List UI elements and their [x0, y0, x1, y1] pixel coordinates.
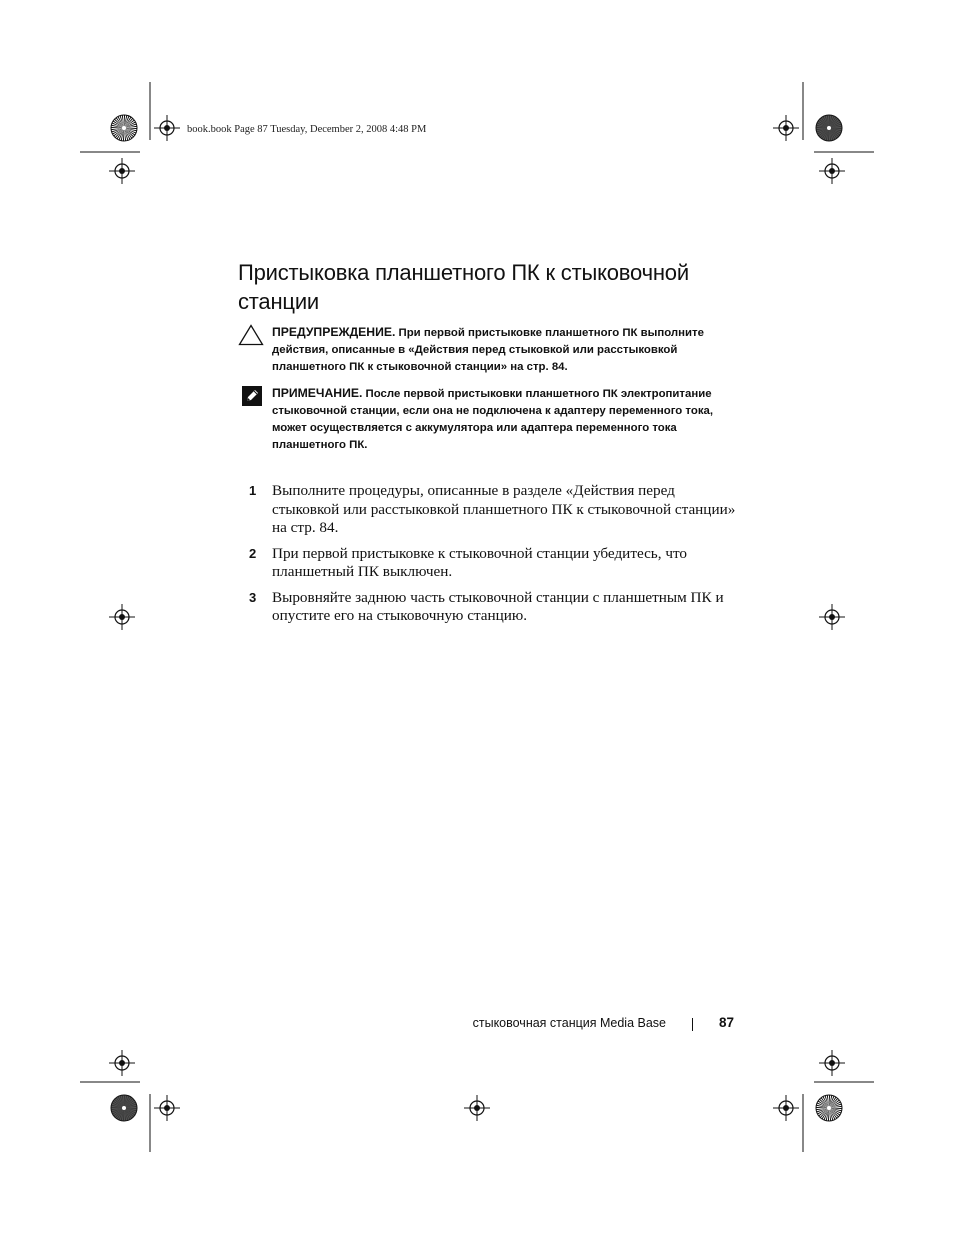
- step-text: Выровняйте заднюю часть стыковочной станции с планшетным ПК и опустите его на стыковочную станцию.: [272, 588, 724, 624]
- registration-mark: [154, 1095, 180, 1121]
- step-number: 3: [249, 589, 257, 605]
- procedure-steps: [249, 482, 744, 633]
- note-label: ПРИМЕЧАНИЕ.: [272, 386, 363, 400]
- registration-mark: [464, 1095, 490, 1121]
- warning-text: При первой пристыковке планшетного ПК выполните действия, описанные в «Действия перед стыковкой или расстыковкой планшетного ПК к стыковочной станции» на стр. 84.: [272, 327, 704, 373]
- registration-mark: [819, 1050, 845, 1076]
- warning-triangle-icon: [238, 324, 264, 346]
- footer-section-title: стыковочная станция Media Base: [472, 1016, 666, 1030]
- step-item: [249, 589, 744, 626]
- registration-mark: [109, 158, 135, 184]
- footer-divider: [692, 1018, 693, 1031]
- step-text: При первой пристыковке к стыковочной станции убедитесь, что планшетный ПК выключен.: [272, 544, 687, 580]
- warning-block: [238, 324, 738, 376]
- registration-mark: [819, 158, 845, 184]
- registration-mark: [773, 1095, 799, 1121]
- step-number: 1: [249, 483, 257, 498]
- page-title: Пристыковка планшетного ПК к стыковочной станции: [238, 260, 689, 314]
- registration-mark: [819, 604, 845, 630]
- registration-mark: [773, 115, 799, 141]
- note-pencil-icon: [242, 386, 262, 406]
- registration-mark: [154, 115, 180, 141]
- registration-mark: [109, 604, 135, 630]
- step-number: 2: [249, 545, 257, 561]
- starburst-mark: [111, 115, 137, 141]
- note-block: [238, 385, 738, 454]
- registration-mark: [109, 1050, 135, 1076]
- step-item: [249, 482, 744, 538]
- starburst-mark: [816, 1095, 842, 1121]
- warning-label: ПРЕДУПРЕЖДЕНИЕ.: [272, 325, 396, 339]
- color-bar-dot: [816, 115, 842, 141]
- step-item: [249, 545, 744, 582]
- step-text: Выполните процедуры, описанные в разделе «Действия перед стыковкой или расстыковкой планшетного ПК к стыковочной станции» на стр. 84.: [272, 482, 736, 536]
- color-bar-dot: [111, 1095, 137, 1121]
- print-slug-line: book.book Page 87 Tuesday, December 2, 2008 4:48 PM: [187, 124, 427, 135]
- page-number: 87: [719, 1015, 735, 1030]
- note-text: После первой пристыковки планшетного ПК электропитание стыковочной станции, если она не подключена к адаптеру переменного тока, может осуществляется с аккумулятора или адаптера переменного тока планшетного ПК.: [272, 388, 714, 451]
